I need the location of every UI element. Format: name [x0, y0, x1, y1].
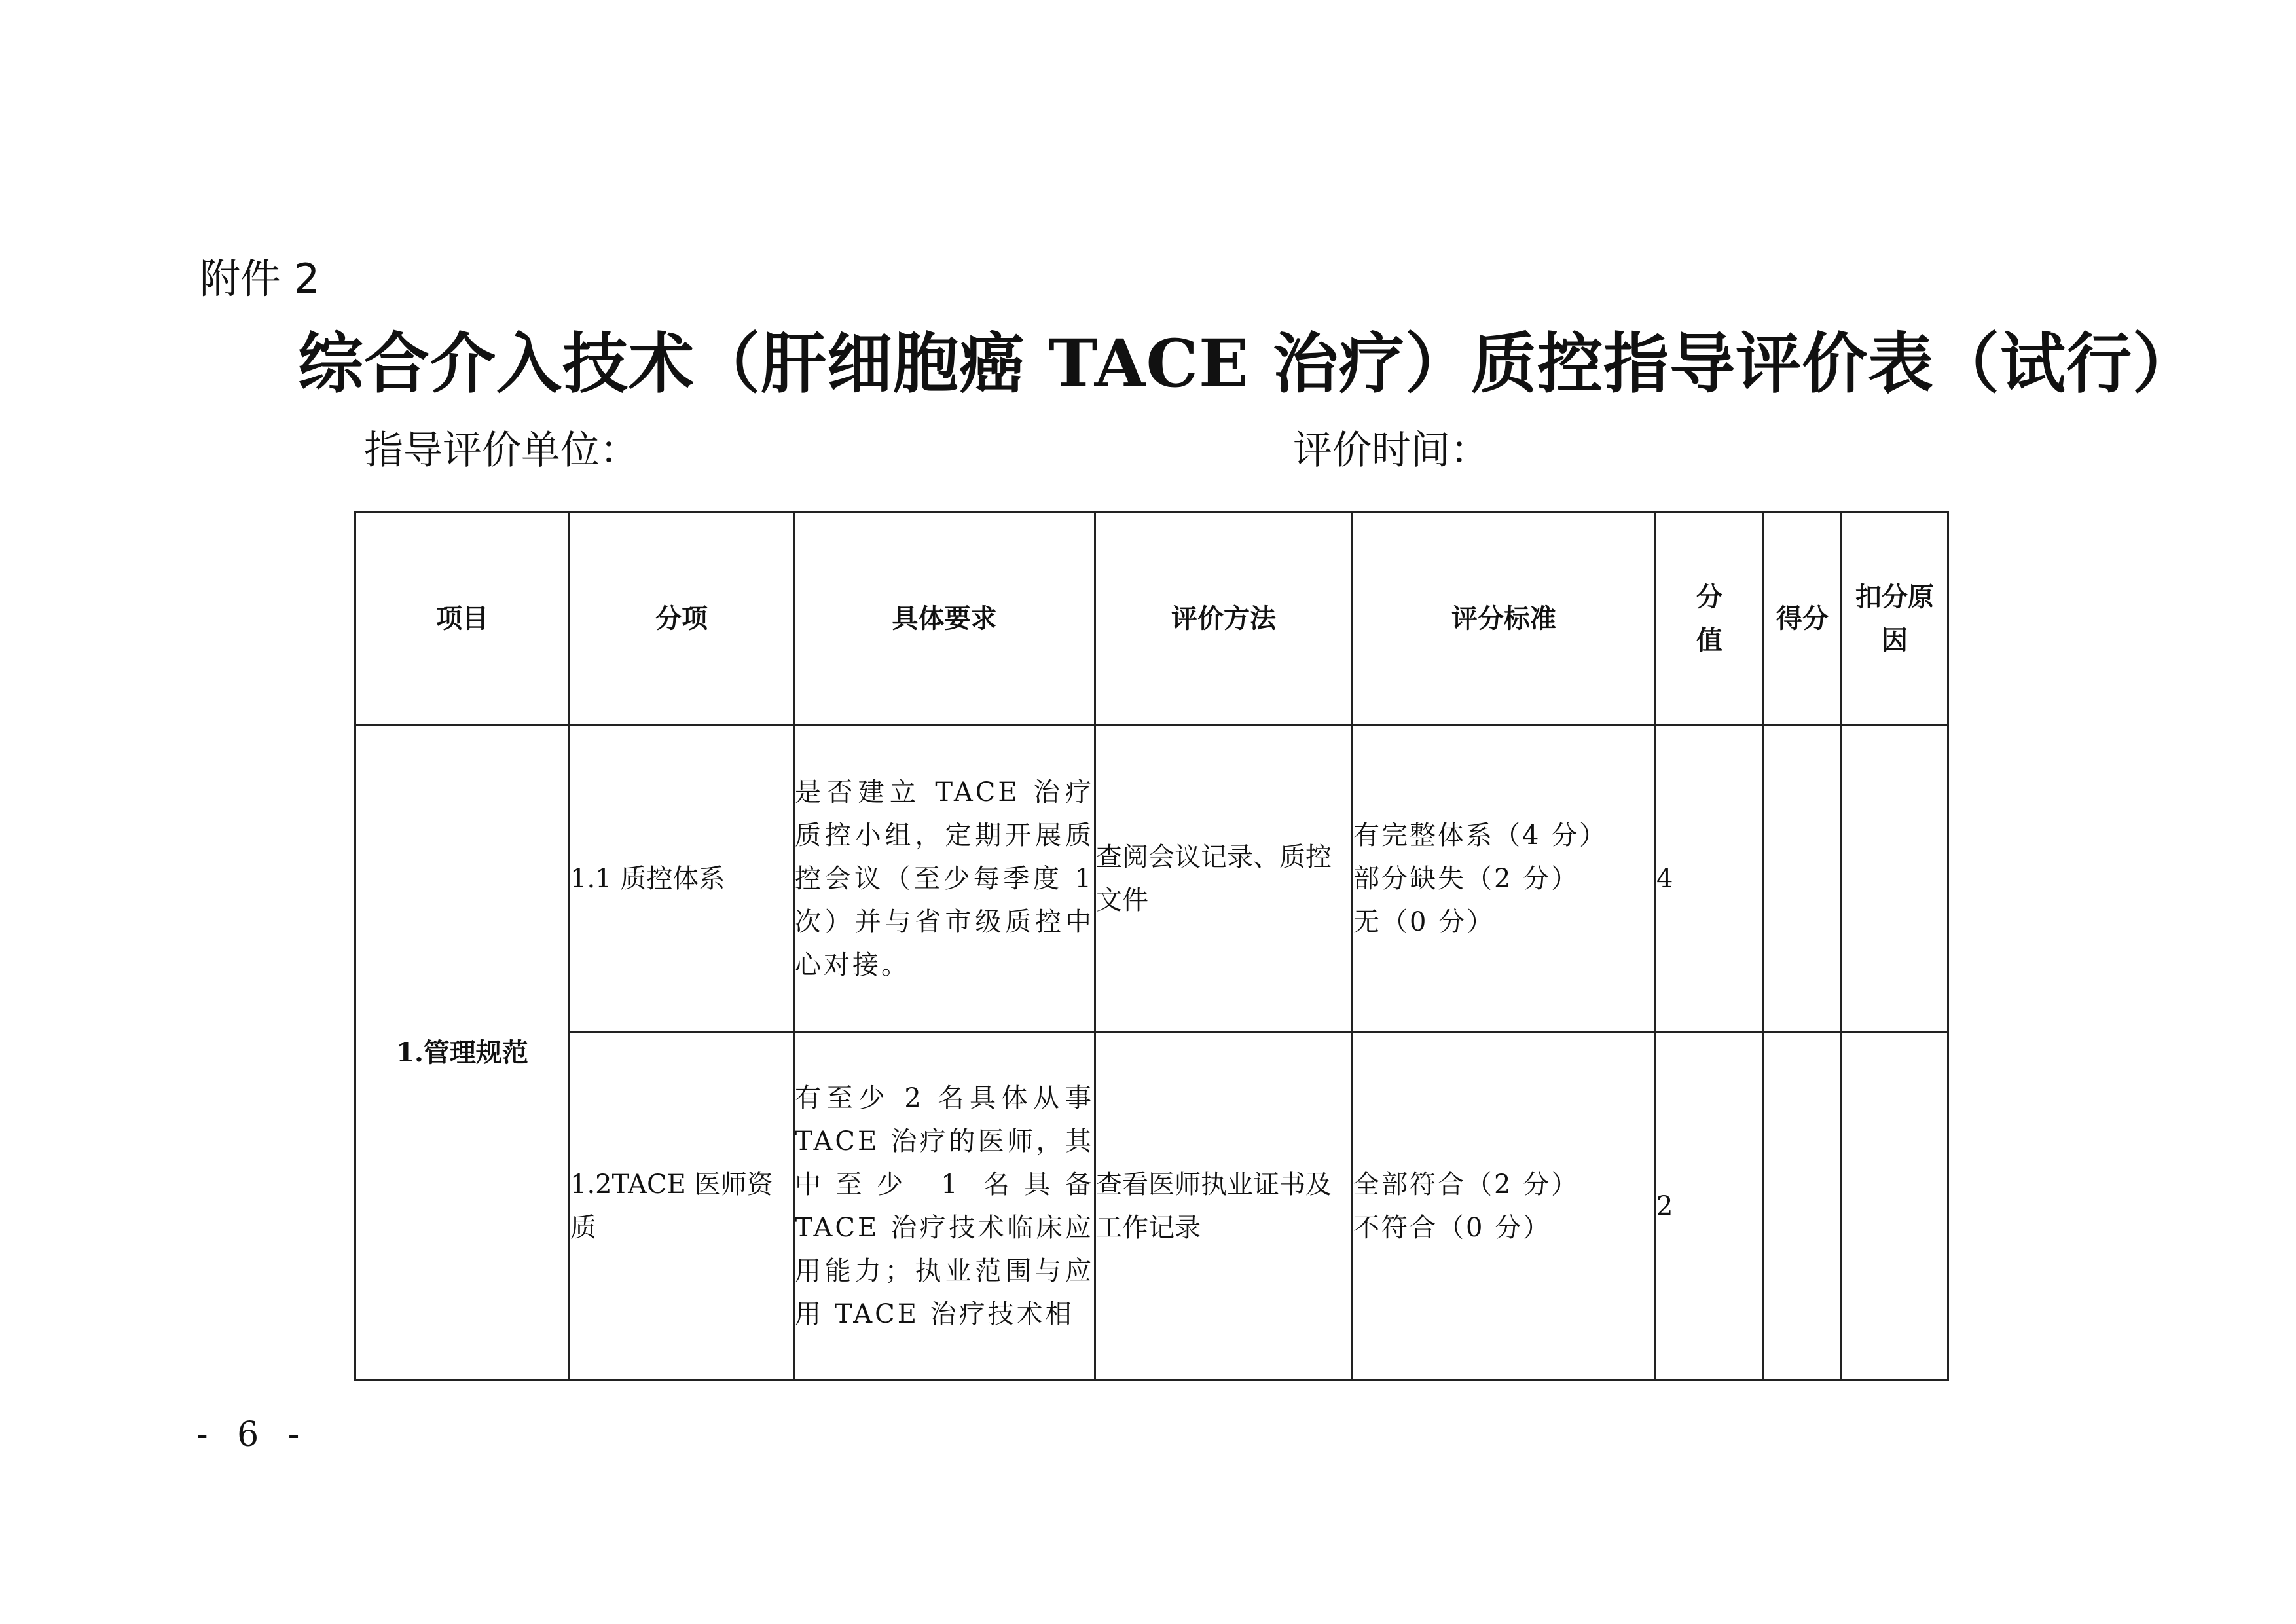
deduction-reason-cell[interactable]	[1842, 726, 1948, 1032]
deduction-reason-cell[interactable]	[1842, 1032, 1948, 1380]
col-header-score: 分值	[1656, 512, 1764, 726]
col-header-got: 得分	[1764, 512, 1842, 726]
table-row	[355, 1032, 1948, 1380]
attachment-label: 附件 2	[200, 255, 320, 303]
standard-cell	[1353, 1032, 1656, 1380]
got-score-cell[interactable]	[1764, 726, 1842, 1032]
requirement-cell: 是否建立 TACE 治疗质控小组，定期开展质控会议（至少每季度 1 次）并与省市级质控中心对接。	[794, 726, 1095, 1032]
evaluation-unit-label: 指导评价单位：	[364, 428, 639, 473]
item-cell: 1.管理规范	[355, 726, 570, 1380]
standard-line: 全部符合（2 分）	[1353, 1169, 1580, 1200]
col-header-item: 项目	[355, 512, 570, 726]
score-cell: 2	[1656, 1032, 1764, 1380]
table-row	[355, 726, 1948, 1032]
standard-line: 不符合（0 分）	[1353, 1212, 1552, 1243]
col-header-method: 评价方法	[1095, 512, 1353, 726]
method-cell: 查阅会议记录、质控文件	[1095, 726, 1353, 1032]
requirement-cell: 有至少 2 名具体从事 TACE 治疗的医师，其中至少 1 名具备 TACE 治疗技术临床应用能力；执业范围与应用 TACE 治疗技术相	[794, 1032, 1095, 1380]
standard-line: 无（0 分）	[1353, 906, 1495, 937]
standard-cell	[1353, 726, 1656, 1032]
method-cell: 查看医师执业证书及工作记录	[1095, 1032, 1353, 1380]
col-header-requirement: 具体要求	[794, 512, 1095, 726]
standard-line: 部分缺失（2 分）	[1353, 863, 1580, 894]
col-header-standard: 评分标准	[1353, 512, 1656, 726]
score-cell: 4	[1656, 726, 1764, 1032]
evaluation-table	[354, 511, 1949, 1381]
table-header-row	[355, 512, 1948, 726]
standard-line: 有完整体系（4 分）	[1353, 820, 1608, 851]
page-number: - 6 -	[196, 1415, 309, 1454]
col-header-subitem: 分项	[570, 512, 794, 726]
evaluation-time-label: 评价时间：	[1293, 428, 1489, 473]
document-title: 综合介入技术（肝细胞癌 TACE 治疗）质控指导评价表（试行）	[298, 325, 2198, 402]
subitem-cell: 1.2TACE 医师资质	[570, 1032, 794, 1380]
subitem-cell: 1.1 质控体系	[570, 726, 794, 1032]
got-score-cell[interactable]	[1764, 1032, 1842, 1380]
col-header-reason: 扣分原因	[1842, 512, 1948, 726]
